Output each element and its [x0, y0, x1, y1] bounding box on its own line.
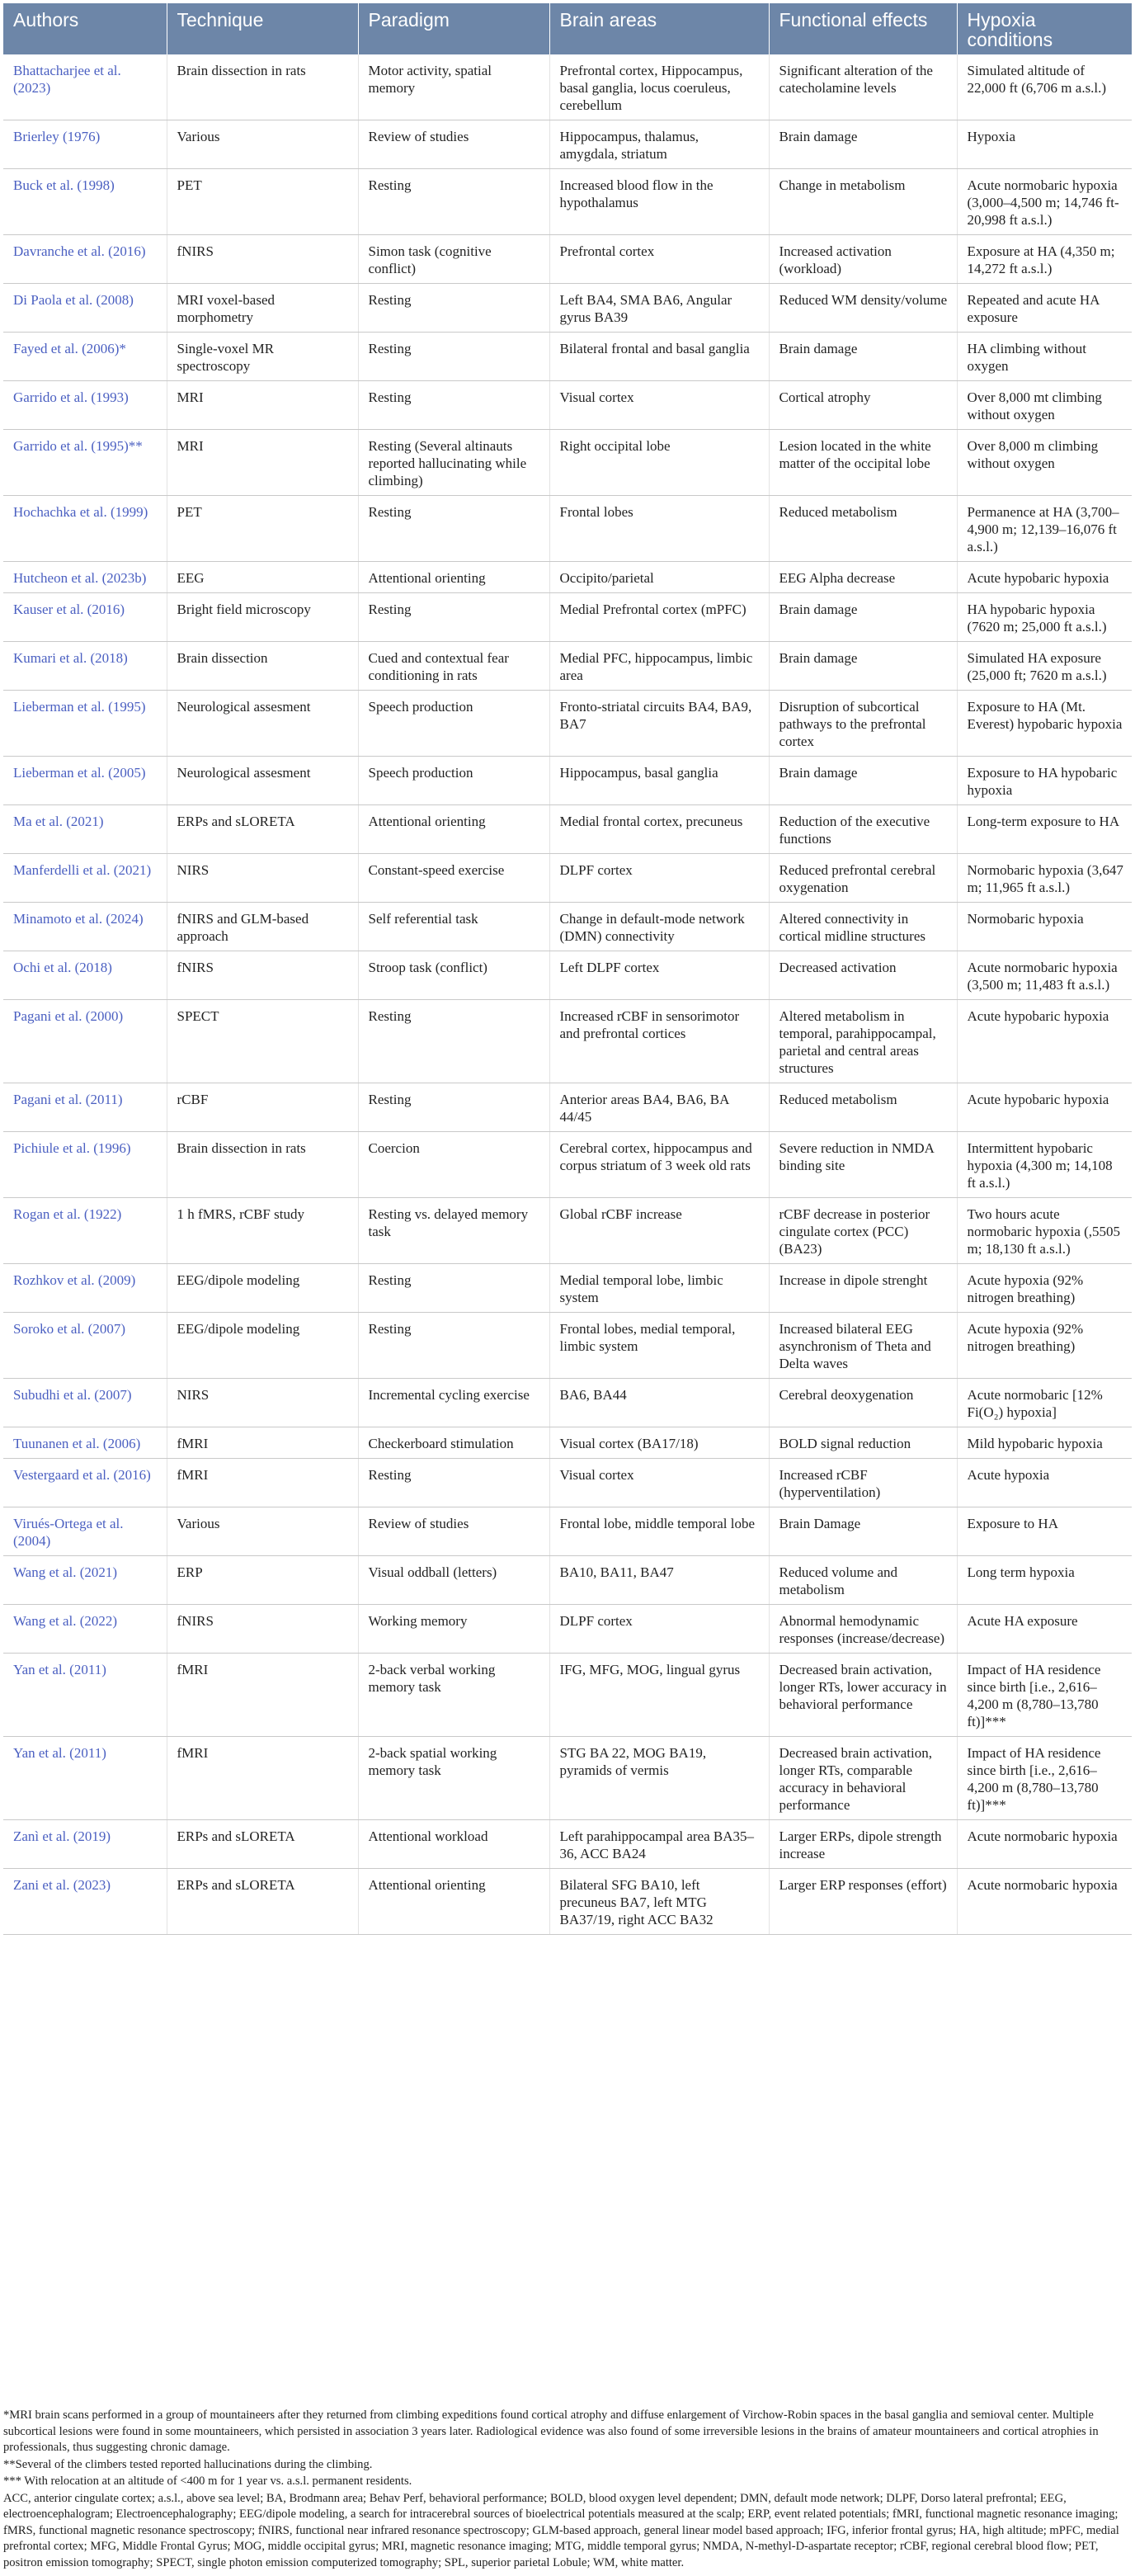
cell-paradigm: 2-back verbal working memory task: [358, 1654, 549, 1737]
cell-functional-effects: Decreased activation: [769, 951, 957, 1000]
author-citation-link[interactable]: Subudhi et al. (2007): [3, 1379, 167, 1427]
cell-functional-effects: Brain Damage: [769, 1507, 957, 1556]
cell-technique: 1 h fMRS, rCBF study: [167, 1198, 358, 1264]
cell-paradigm: Visual oddball (letters): [358, 1556, 549, 1605]
cell-technique: EEG/dipole modeling: [167, 1264, 358, 1313]
cell-brain-areas: Occipito/parietal: [549, 562, 769, 593]
column-header-brain-areas: Brain areas: [549, 3, 769, 54]
cell-paradigm: Resting: [358, 1264, 549, 1313]
cell-technique: Various: [167, 120, 358, 169]
cell-paradigm: Stroop task (conflict): [358, 951, 549, 1000]
cell-paradigm: Resting: [358, 1313, 549, 1379]
column-header-paradigm: Paradigm: [358, 3, 549, 54]
cell-technique: MRI: [167, 381, 358, 430]
cell-functional-effects: Larger ERPs, dipole strength increase: [769, 1820, 957, 1869]
author-citation-link[interactable]: Kauser et al. (2016): [3, 593, 167, 642]
cell-brain-areas: Visual cortex: [549, 381, 769, 430]
cell-paradigm: Attentional orienting: [358, 1869, 549, 1935]
cell-brain-areas: Left DLPF cortex: [549, 951, 769, 1000]
cell-hypoxia-conditions: Acute normobaric [12% Fi(O₂) hypoxia]: [957, 1379, 1132, 1427]
table-row: [3, 805, 1132, 854]
cell-brain-areas: Change in default-mode network (DMN) connectivity: [549, 903, 769, 951]
table-row: [3, 381, 1132, 430]
cell-paradigm: Resting: [358, 593, 549, 642]
author-citation-link[interactable]: Buck et al. (1998): [3, 169, 167, 235]
table-row: [3, 757, 1132, 805]
cell-hypoxia-conditions: Mild hypobaric hypoxia: [957, 1427, 1132, 1459]
cell-paradigm: Working memory: [358, 1605, 549, 1654]
table-row: [3, 642, 1132, 691]
cell-brain-areas: Frontal lobe, middle temporal lobe: [549, 1507, 769, 1556]
cell-functional-effects: Reduced metabolism: [769, 496, 957, 562]
cell-technique: fNIRS: [167, 951, 358, 1000]
cell-hypoxia-conditions: Acute normobaric hypoxia (3,500 m; 11,483 ft a.s.l.): [957, 951, 1132, 1000]
cell-functional-effects: EEG Alpha decrease: [769, 562, 957, 593]
cell-brain-areas: Medial frontal cortex, precuneus: [549, 805, 769, 854]
cell-technique: fNIRS: [167, 1605, 358, 1654]
cell-paradigm: Resting: [358, 333, 549, 381]
cell-technique: rCBF: [167, 1083, 358, 1132]
cell-paradigm: Resting: [358, 1459, 549, 1507]
author-citation-link[interactable]: Wang et al. (2021): [3, 1556, 167, 1605]
author-citation-link[interactable]: Bhattacharjee et al. (2023): [3, 54, 167, 120]
cell-brain-areas: Fronto-striatal circuits BA4, BA9, BA7: [549, 691, 769, 757]
cell-paradigm: Attentional orienting: [358, 805, 549, 854]
cell-hypoxia-conditions: Normobaric hypoxia: [957, 903, 1132, 951]
cell-hypoxia-conditions: Over 8,000 mt climbing without oxygen: [957, 381, 1132, 430]
cell-brain-areas: Increased rCBF in sensorimotor and prefrontal cortices: [549, 1000, 769, 1083]
cell-brain-areas: STG BA 22, MOG BA19, pyramids of vermis: [549, 1737, 769, 1820]
cell-brain-areas: BA10, BA11, BA47: [549, 1556, 769, 1605]
cell-hypoxia-conditions: Acute HA exposure: [957, 1605, 1132, 1654]
cell-paradigm: Resting: [358, 381, 549, 430]
table-row: [3, 903, 1132, 951]
cell-brain-areas: Cerebral cortex, hippocampus and corpus striatum of 3 week old rats: [549, 1132, 769, 1198]
cell-functional-effects: Brain damage: [769, 757, 957, 805]
cell-technique: MRI voxel-based morphometry: [167, 284, 358, 333]
cell-technique: ERP: [167, 1556, 358, 1605]
cell-hypoxia-conditions: HA hypobaric hypoxia (7620 m; 25,000 ft a.s.l.): [957, 593, 1132, 642]
cell-paradigm: Coercion: [358, 1132, 549, 1198]
cell-technique: NIRS: [167, 854, 358, 903]
author-citation-link[interactable]: Pagani et al. (2000): [3, 1000, 167, 1083]
cell-brain-areas: Visual cortex: [549, 1459, 769, 1507]
cell-functional-effects: rCBF decrease in posterior cingulate cortex (PCC) (BA23): [769, 1198, 957, 1264]
author-citation-link[interactable]: Fayed et al. (2006)*: [3, 333, 167, 381]
cell-brain-areas: Hippocampus, thalamus, amygdala, striatum: [549, 120, 769, 169]
cell-hypoxia-conditions: Over 8,000 m climbing without oxygen: [957, 430, 1132, 496]
cell-functional-effects: Disruption of subcortical pathways to the prefrontal cortex: [769, 691, 957, 757]
cell-technique: Brain dissection in rats: [167, 1132, 358, 1198]
cell-functional-effects: Brain damage: [769, 120, 957, 169]
cell-paradigm: 2-back spatial working memory task: [358, 1737, 549, 1820]
cell-hypoxia-conditions: Long-term exposure to HA: [957, 805, 1132, 854]
table-header-row: [3, 3, 1132, 54]
table-row: [3, 1132, 1132, 1198]
cell-hypoxia-conditions: Acute hypoxia (92% nitrogen breathing): [957, 1313, 1132, 1379]
author-citation-link[interactable]: Pagani et al. (2011): [3, 1083, 167, 1132]
author-citation-link[interactable]: Virués-Ortega et al. (2004): [3, 1507, 167, 1556]
cell-technique: EEG/dipole modeling: [167, 1313, 358, 1379]
table-row: [3, 1556, 1132, 1605]
table-row: [3, 1000, 1132, 1083]
column-header-hypoxia-conditions: Hypoxia conditions: [957, 3, 1132, 54]
cell-functional-effects: Severe reduction in NMDA binding site: [769, 1132, 957, 1198]
cell-brain-areas: Global rCBF increase: [549, 1198, 769, 1264]
table-row: [3, 1083, 1132, 1132]
cell-technique: fMRI: [167, 1654, 358, 1737]
cell-hypoxia-conditions: Acute normobaric hypoxia: [957, 1869, 1132, 1935]
cell-paradigm: Resting (Several altinauts reported hallucinating while climbing): [358, 430, 549, 496]
cell-brain-areas: DLPF cortex: [549, 1605, 769, 1654]
cell-paradigm: Incremental cycling exercise: [358, 1379, 549, 1427]
table-row: [3, 284, 1132, 333]
column-header-functional-effects: Functional effects: [769, 3, 957, 54]
cell-functional-effects: Increase in dipole strenght: [769, 1264, 957, 1313]
cell-functional-effects: Decreased brain activation, longer RTs, comparable accuracy in behavioral performance: [769, 1737, 957, 1820]
cell-technique: fMRI: [167, 1459, 358, 1507]
table-row: [3, 593, 1132, 642]
column-header-technique: Technique: [167, 3, 358, 54]
cell-technique: PET: [167, 496, 358, 562]
cell-hypoxia-conditions: Exposure to HA (Mt. Everest) hypobaric hypoxia: [957, 691, 1132, 757]
cell-functional-effects: Reduced metabolism: [769, 1083, 957, 1132]
table-row: [3, 1198, 1132, 1264]
author-citation-link[interactable]: Manferdelli et al. (2021): [3, 854, 167, 903]
table-row: [3, 562, 1132, 593]
cell-paradigm: Checkerboard stimulation: [358, 1427, 549, 1459]
author-citation-link[interactable]: Brierley (1976): [3, 120, 167, 169]
cell-hypoxia-conditions: Acute hypobaric hypoxia: [957, 1083, 1132, 1132]
table-row: [3, 1869, 1132, 1935]
cell-paradigm: Constant-speed exercise: [358, 854, 549, 903]
author-citation-link[interactable]: Tuunanen et al. (2006): [3, 1427, 167, 1459]
author-citation-link[interactable]: Yan et al. (2011): [3, 1737, 167, 1820]
cell-functional-effects: Brain damage: [769, 642, 957, 691]
cell-technique: Bright field microscopy: [167, 593, 358, 642]
cell-technique: PET: [167, 169, 358, 235]
cell-technique: fMRI: [167, 1737, 358, 1820]
author-citation-link[interactable]: Garrido et al. (1993): [3, 381, 167, 430]
cell-paradigm: Resting: [358, 284, 549, 333]
cell-paradigm: Attentional orienting: [358, 562, 549, 593]
cell-hypoxia-conditions: Exposure at HA (4,350 m; 14,272 ft a.s.l.): [957, 235, 1132, 284]
cell-hypoxia-conditions: Acute hypobaric hypoxia: [957, 1000, 1132, 1083]
author-citation-link[interactable]: Soroko et al. (2007): [3, 1313, 167, 1379]
cell-hypoxia-conditions: Permanence at HA (3,700–4,900 m; 12,139–16,076 ft a.s.l.): [957, 496, 1132, 562]
cell-technique: fNIRS and GLM-based approach: [167, 903, 358, 951]
cell-paradigm: Speech production: [358, 691, 549, 757]
table-row: [3, 120, 1132, 169]
cell-functional-effects: Increased rCBF (hyperventilation): [769, 1459, 957, 1507]
cell-functional-effects: Abnormal hemodynamic responses (increase/decrease): [769, 1605, 957, 1654]
table-footnotes: [3, 2408, 1125, 2572]
cell-technique: Neurological assesment: [167, 757, 358, 805]
author-citation-link[interactable]: Ma et al. (2021): [3, 805, 167, 854]
cell-brain-areas: Frontal lobes, medial temporal, limbic system: [549, 1313, 769, 1379]
cell-hypoxia-conditions: Impact of HA residence since birth [i.e., 2,616–4,200 m (8,780–13,780 ft)]***: [957, 1737, 1132, 1820]
footnote: **Several of the climbers tested reported hallucinations during the climbing.: [3, 2457, 373, 2471]
author-citation-link[interactable]: Vestergaard et al. (2016): [3, 1459, 167, 1507]
author-citation-link[interactable]: Ochi et al. (2018): [3, 951, 167, 1000]
cell-brain-areas: Prefrontal cortex: [549, 235, 769, 284]
table-body: [3, 54, 1132, 1935]
cell-hypoxia-conditions: Simulated HA exposure (25,000 ft; 7620 m a.s.l.): [957, 642, 1132, 691]
table-row: [3, 1427, 1132, 1459]
cell-functional-effects: Decreased brain activation, longer RTs, lower accuracy in behavioral performance: [769, 1654, 957, 1737]
cell-brain-areas: BA6, BA44: [549, 1379, 769, 1427]
cell-functional-effects: Brain damage: [769, 333, 957, 381]
author-citation-link[interactable]: Di Paola et al. (2008): [3, 284, 167, 333]
cell-paradigm: Motor activity, spatial memory: [358, 54, 549, 120]
cell-hypoxia-conditions: Acute hypobaric hypoxia: [957, 562, 1132, 593]
table-row: [3, 169, 1132, 235]
cell-technique: Various: [167, 1507, 358, 1556]
cell-brain-areas: Visual cortex (BA17/18): [549, 1427, 769, 1459]
author-citation-link[interactable]: Rogan et al. (1922): [3, 1198, 167, 1264]
cell-hypoxia-conditions: Long term hypoxia: [957, 1556, 1132, 1605]
table-row: [3, 1654, 1132, 1737]
cell-paradigm: Resting vs. delayed memory task: [358, 1198, 549, 1264]
cell-hypoxia-conditions: Acute normobaric hypoxia (3,000–4,500 m; 14,746 ft-20,998 ft a.s.l.): [957, 169, 1132, 235]
cell-functional-effects: Larger ERP responses (effort): [769, 1869, 957, 1935]
cell-functional-effects: Brain damage: [769, 593, 957, 642]
cell-functional-effects: BOLD signal reduction: [769, 1427, 957, 1459]
cell-brain-areas: Prefrontal cortex, Hippocampus, basal ganglia, locus coeruleus, cerebellum: [549, 54, 769, 120]
cell-functional-effects: Reduced prefrontal cerebral oxygenation: [769, 854, 957, 903]
table-row: [3, 54, 1132, 120]
cell-paradigm: Speech production: [358, 757, 549, 805]
author-citation-link[interactable]: Garrido et al. (1995)**: [3, 430, 167, 496]
cell-brain-areas: Left parahippocampal area BA35–36, ACC BA24: [549, 1820, 769, 1869]
cell-technique: Brain dissection: [167, 642, 358, 691]
author-citation-link[interactable]: Davranche et al. (2016): [3, 235, 167, 284]
cell-brain-areas: Left BA4, SMA BA6, Angular gyrus BA39: [549, 284, 769, 333]
cell-hypoxia-conditions: HA climbing without oxygen: [957, 333, 1132, 381]
cell-hypoxia-conditions: Repeated and acute HA exposure: [957, 284, 1132, 333]
cell-brain-areas: Bilateral SFG BA10, left precuneus BA7, left MTG BA37/19, right ACC BA32: [549, 1869, 769, 1935]
cell-technique: ERPs and sLORETA: [167, 1869, 358, 1935]
author-citation-link[interactable]: Wang et al. (2022): [3, 1605, 167, 1654]
cell-technique: NIRS: [167, 1379, 358, 1427]
cell-hypoxia-conditions: Exposure to HA: [957, 1507, 1132, 1556]
cell-technique: Neurological assesment: [167, 691, 358, 757]
cell-functional-effects: Lesion located in the white matter of the occipital lobe: [769, 430, 957, 496]
cell-technique: Brain dissection in rats: [167, 54, 358, 120]
cell-hypoxia-conditions: Two hours acute normobaric hypoxia (,5505 m; 18,130 ft a.s.l.): [957, 1198, 1132, 1264]
table-row: [3, 496, 1132, 562]
author-citation-link[interactable]: Minamoto et al. (2024): [3, 903, 167, 951]
cell-hypoxia-conditions: Acute hypoxia: [957, 1459, 1132, 1507]
cell-paradigm: Attentional workload: [358, 1820, 549, 1869]
cell-brain-areas: Hippocampus, basal ganglia: [549, 757, 769, 805]
cell-brain-areas: Increased blood flow in the hypothalamus: [549, 169, 769, 235]
table-row: [3, 333, 1132, 381]
cell-brain-areas: Medial temporal lobe, limbic system: [549, 1264, 769, 1313]
cell-technique: fNIRS: [167, 235, 358, 284]
table-row: [3, 691, 1132, 757]
cell-hypoxia-conditions: Exposure to HA hypobaric hypoxia: [957, 757, 1132, 805]
table-row: [3, 1737, 1132, 1820]
cell-technique: MRI: [167, 430, 358, 496]
table-row: [3, 1820, 1132, 1869]
author-citation-link[interactable]: Kumari et al. (2018): [3, 642, 167, 691]
cell-brain-areas: Anterior areas BA4, BA6, BA 44/45: [549, 1083, 769, 1132]
cell-paradigm: Self referential task: [358, 903, 549, 951]
cell-technique: EEG: [167, 562, 358, 593]
cell-functional-effects: Altered metabolism in temporal, parahippocampal, parietal and central areas structures: [769, 1000, 957, 1083]
cell-hypoxia-conditions: Acute hypoxia (92% nitrogen breathing): [957, 1264, 1132, 1313]
table-row: [3, 1459, 1132, 1507]
author-citation-link[interactable]: Hochachka et al. (1999): [3, 496, 167, 562]
cell-paradigm: Resting: [358, 1000, 549, 1083]
cell-hypoxia-conditions: Simulated altitude of 22,000 ft (6,706 m a.s.l.): [957, 54, 1132, 120]
column-header-authors: Authors: [3, 3, 167, 54]
cell-functional-effects: Reduced WM density/volume: [769, 284, 957, 333]
cell-paradigm: Cued and contextual fear conditioning in rats: [358, 642, 549, 691]
cell-brain-areas: Frontal lobes: [549, 496, 769, 562]
author-citation-link[interactable]: Yan et al. (2011): [3, 1654, 167, 1737]
cell-functional-effects: Altered connectivity in cortical midline structures: [769, 903, 957, 951]
cell-functional-effects: Increased activation (workload): [769, 235, 957, 284]
cell-paradigm: Review of studies: [358, 120, 549, 169]
cell-paradigm: Resting: [358, 496, 549, 562]
cell-technique: Single-voxel MR spectroscopy: [167, 333, 358, 381]
cell-paradigm: Review of studies: [358, 1507, 549, 1556]
cell-paradigm: Resting: [358, 169, 549, 235]
cell-brain-areas: DLPF cortex: [549, 854, 769, 903]
table-row: [3, 1507, 1132, 1556]
footnote: *** With relocation at an altitude of <400 m for 1 year vs. a.s.l. permanent residents.: [3, 2475, 412, 2488]
author-citation-link[interactable]: Hutcheon et al. (2023b): [3, 562, 167, 593]
cell-functional-effects: Reduced volume and metabolism: [769, 1556, 957, 1605]
cell-functional-effects: Reduction of the executive functions: [769, 805, 957, 854]
cell-functional-effects: Cortical atrophy: [769, 381, 957, 430]
author-citation-link[interactable]: Lieberman et al. (1995): [3, 691, 167, 757]
cell-hypoxia-conditions: Intermittent hypobaric hypoxia (4,300 m; 14,108 ft a.s.l.): [957, 1132, 1132, 1198]
cell-brain-areas: Medial Prefrontal cortex (mPFC): [549, 593, 769, 642]
hypoxia-studies-table: [3, 3, 1132, 1935]
cell-technique: ERPs and sLORETA: [167, 1820, 358, 1869]
cell-technique: ERPs and sLORETA: [167, 805, 358, 854]
table-row: [3, 951, 1132, 1000]
cell-paradigm: Resting: [358, 1083, 549, 1132]
cell-hypoxia-conditions: Acute normobaric hypoxia: [957, 1820, 1132, 1869]
cell-technique: SPECT: [167, 1000, 358, 1083]
cell-functional-effects: Increased bilateral EEG asynchronism of Theta and Delta waves: [769, 1313, 957, 1379]
table-row: [3, 1313, 1132, 1379]
cell-brain-areas: Medial PFC, hippocampus, limbic area: [549, 642, 769, 691]
table-row: [3, 235, 1132, 284]
author-citation-link[interactable]: Pichiule et al. (1996): [3, 1132, 167, 1198]
cell-functional-effects: Cerebral deoxygenation: [769, 1379, 957, 1427]
cell-brain-areas: IFG, MFG, MOG, lingual gyrus: [549, 1654, 769, 1737]
abbreviations-note: ACC, anterior cingulate cortex; a.s.l., above sea level; BA, Brodmann area; Behav Perf, behavioral performance; BOLD, blood oxygen level dependent; DMN, default mode network; DLPF, Dorso lateral prefrontal; EEG, electroencephalogram; Electroencephalography; EEG/dipole modeling, a search for intracerebral sources of bioelectrical potentials measured at the scalp; ERP, event related potentials; fMRI, functional magnetic resonance imaging; fMRS, functional magnetic resonance spectroscopy; fNIRS, functional near infrared resonance spectroscopy; GLM-based approach, general linear model based approach; IFG, inferior frontal gyrus; HA, high altitude; mPFC, medial prefrontal cortex; MFG, Middle Frontal Gyrus; MOG, middle occipital gyrus; MRI, magnetic resonance imaging; MTG, middle temporal gyrus; NMDA, N-methyl-D-aspartate receptor; rCBF, regional cerebral blood flow; PET, positron emission tomography; SPECT, single photon emission computerized tomography; SPL, superior parietal Lobule; WM, white matter.: [3, 2491, 1119, 2569]
table-row: [3, 1605, 1132, 1654]
cell-hypoxia-conditions: Impact of HA residence since birth [i.e., 2,616–4,200 m (8,780–13,780 ft)]***: [957, 1654, 1132, 1737]
cell-paradigm: Simon task (cognitive conflict): [358, 235, 549, 284]
author-citation-link[interactable]: Rozhkov et al. (2009): [3, 1264, 167, 1313]
cell-brain-areas: Right occipital lobe: [549, 430, 769, 496]
cell-hypoxia-conditions: Normobaric hypoxia (3,647 m; 11,965 ft a.s.l.): [957, 854, 1132, 903]
table-row: [3, 854, 1132, 903]
cell-functional-effects: Change in metabolism: [769, 169, 957, 235]
author-citation-link[interactable]: Zani et al. (2023): [3, 1869, 167, 1935]
author-citation-link[interactable]: Lieberman et al. (2005): [3, 757, 167, 805]
cell-technique: fMRI: [167, 1427, 358, 1459]
table-row: [3, 430, 1132, 496]
cell-brain-areas: Bilateral frontal and basal ganglia: [549, 333, 769, 381]
table-row: [3, 1264, 1132, 1313]
footnote: *MRI brain scans performed in a group of mountaineers after they returned from climbing expeditions found cortical atrophy and diffuse enlargement of Virchow-Robin spaces in the basal ganglia and semioval center. Multiple subcortical lesions were found in some mountaineers, which persisted in association 3 years later. Radiological evidence was also found of some irreversible lesions in the brains of amateur mountaineers and cortical atrophies in professionals, thus suggesting chronic damage.: [3, 2409, 1099, 2454]
author-citation-link[interactable]: Zanì et al. (2019): [3, 1820, 167, 1869]
cell-functional-effects: Significant alteration of the catecholamine levels: [769, 54, 957, 120]
table-row: [3, 1379, 1132, 1427]
cell-hypoxia-conditions: Hypoxia: [957, 120, 1132, 169]
